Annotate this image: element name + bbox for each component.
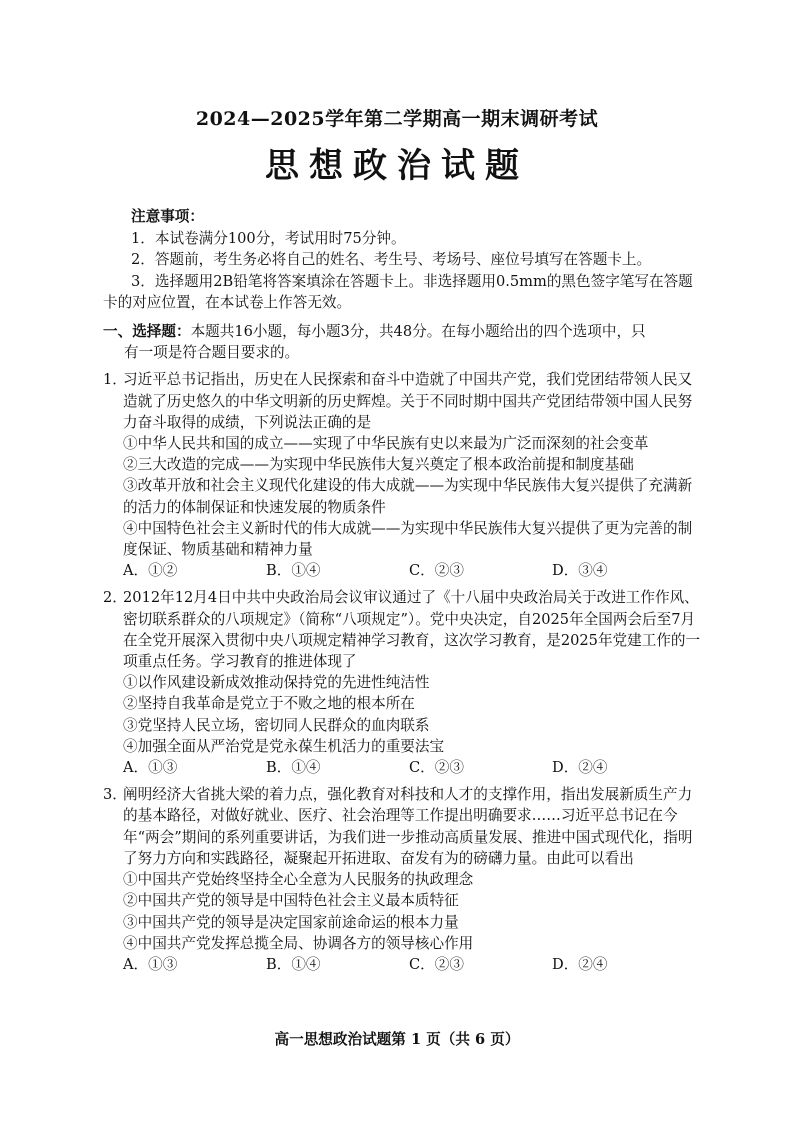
notice-item: 1．本试卷满分100分，考试用时75分钟。 [131, 230, 406, 248]
statement: ③改革开放和社会主义现代化建设的伟大成就——为实现中华民族伟大复兴提供了充满新的活力的体制保证和快速发展的物质条件 [123, 477, 693, 516]
question-stem: 习近平总书记指出，历史在人民探索和奋斗中造就了中国共产党，我们党团结带领人民又造就了历史悠久的中华文明新的历史辉煌。关于不同时期中国共产党团结带领中国人民努力奋斗取得的成绩，下列说法正确的是 [123, 371, 693, 431]
statement: ③中国共产党的领导是决定国家前途命运的根本力量 [123, 913, 459, 931]
question-statements [103, 672, 703, 757]
question-2 [103, 587, 703, 778]
subject-title: 思想政治试题 [265, 146, 529, 186]
question-statements [103, 433, 703, 560]
section-text: 本题共16小题，每小题3分，共48分。在每小题给出的四个选项中，只 [190, 323, 646, 341]
notice-item: 2．答题前，考生务必将自己的姓名、考生号、考场号、座位号填写在答题卡上。 [131, 251, 652, 269]
section-text-cont: 有一项是符合题目要求的。 [124, 344, 300, 362]
statement: ④中国共产党发挥总揽全局、协调各方的领导核心作用 [123, 934, 474, 952]
question-statements [103, 869, 703, 954]
page-footer: 高一思想政治试题第 1 页（共 6 页） [274, 1031, 520, 1048]
question-number: 2． [103, 589, 127, 607]
option-d: D．②④ [552, 759, 608, 777]
statement: ②中国共产党的领导是中国特色社会主义最本质特征 [123, 892, 459, 910]
statement: ②坚持自我革命是党立于不败之地的根本所在 [123, 695, 415, 713]
option-a: A．①③ [123, 759, 178, 777]
question-number: 3． [103, 786, 127, 804]
statement: ③党坚持人民立场，密切同人民群众的血肉联系 [123, 716, 430, 734]
notice-heading: 注意事项： [131, 208, 204, 225]
option-a: A．①③ [123, 955, 178, 973]
option-a: A．①② [123, 562, 178, 580]
statement: ②三大改造的完成——为实现中华民族伟大复兴奠定了根本政治前提和制度基础 [123, 456, 634, 474]
statement: ④中国特色社会主义新时代的伟大成就——为实现中华民族伟大复兴提供了更为完善的制度保证、物质基础和精神力量 [123, 519, 693, 559]
option-d: D．③④ [552, 562, 608, 580]
option-c: C．②③ [409, 759, 464, 777]
statement: ④加强全面从严治党是党永葆生机活力的重要法宝 [123, 737, 445, 755]
answer-options [103, 757, 703, 778]
answer-options [103, 954, 703, 975]
statement: ①中国共产党始终坚持全心全意为人民服务的执政理念 [123, 871, 474, 889]
exam-content [103, 206, 703, 975]
question-number: 1． [103, 371, 127, 389]
section-label: 一、选择题： [103, 323, 191, 341]
exam-title: 2024—2025学年第二学期高一期末调研考试 [195, 108, 599, 130]
notice-item: 3．选择题用2B铅笔将答案填涂在答题卡上。非选择题用0.5mm的黑色签字笔写在答题卡的对应位置，在本试卷上作答无效。 [103, 272, 693, 311]
option-b: B．①④ [266, 955, 321, 973]
option-c: C．②③ [409, 562, 464, 580]
question-stem: 2012年12月4日中共中央政治局会议审议通过了《十八届中央政治局关于改进工作作风、密切联系群众的八项规定》（简称“八项规定”）。党中央决定，自2025年全国两会后至7月在全党开展深入贯彻中央八项规定精神学习教育，这次学习教育，是2025年党建工作的一项重点任务。学习教育的推进体现了 [123, 589, 701, 671]
question-1 [103, 369, 703, 581]
statement: ①以作风建设新成效推动保持党的先进性纯洁性 [123, 674, 430, 692]
option-c: C．②③ [409, 955, 464, 973]
statement: ①中华人民共和国的成立——实现了中华民族有史以来最为广泛而深刻的社会变革 [123, 435, 649, 453]
section-heading [103, 321, 703, 363]
question-3 [103, 784, 703, 975]
option-b: B．①④ [266, 759, 321, 777]
question-stem: 阐明经济大省挑大梁的着力点，强化教育对科技和人才的支撑作用，指出发展新质生产力的基本路径，对做好就业、医疗、社会治理等工作提出明确要求……习近平总书记在今年“两会”期间的系列重要讲话，为我们进一步推动高质量发展、推进中国式现代化，指明了努力方向和实践路径，凝聚起开拓进取、奋发有为的磅礴力量。由此可以看出 [123, 786, 693, 867]
option-b: B．①④ [266, 562, 321, 580]
option-d: D．②④ [552, 955, 608, 973]
answer-options [103, 560, 703, 581]
